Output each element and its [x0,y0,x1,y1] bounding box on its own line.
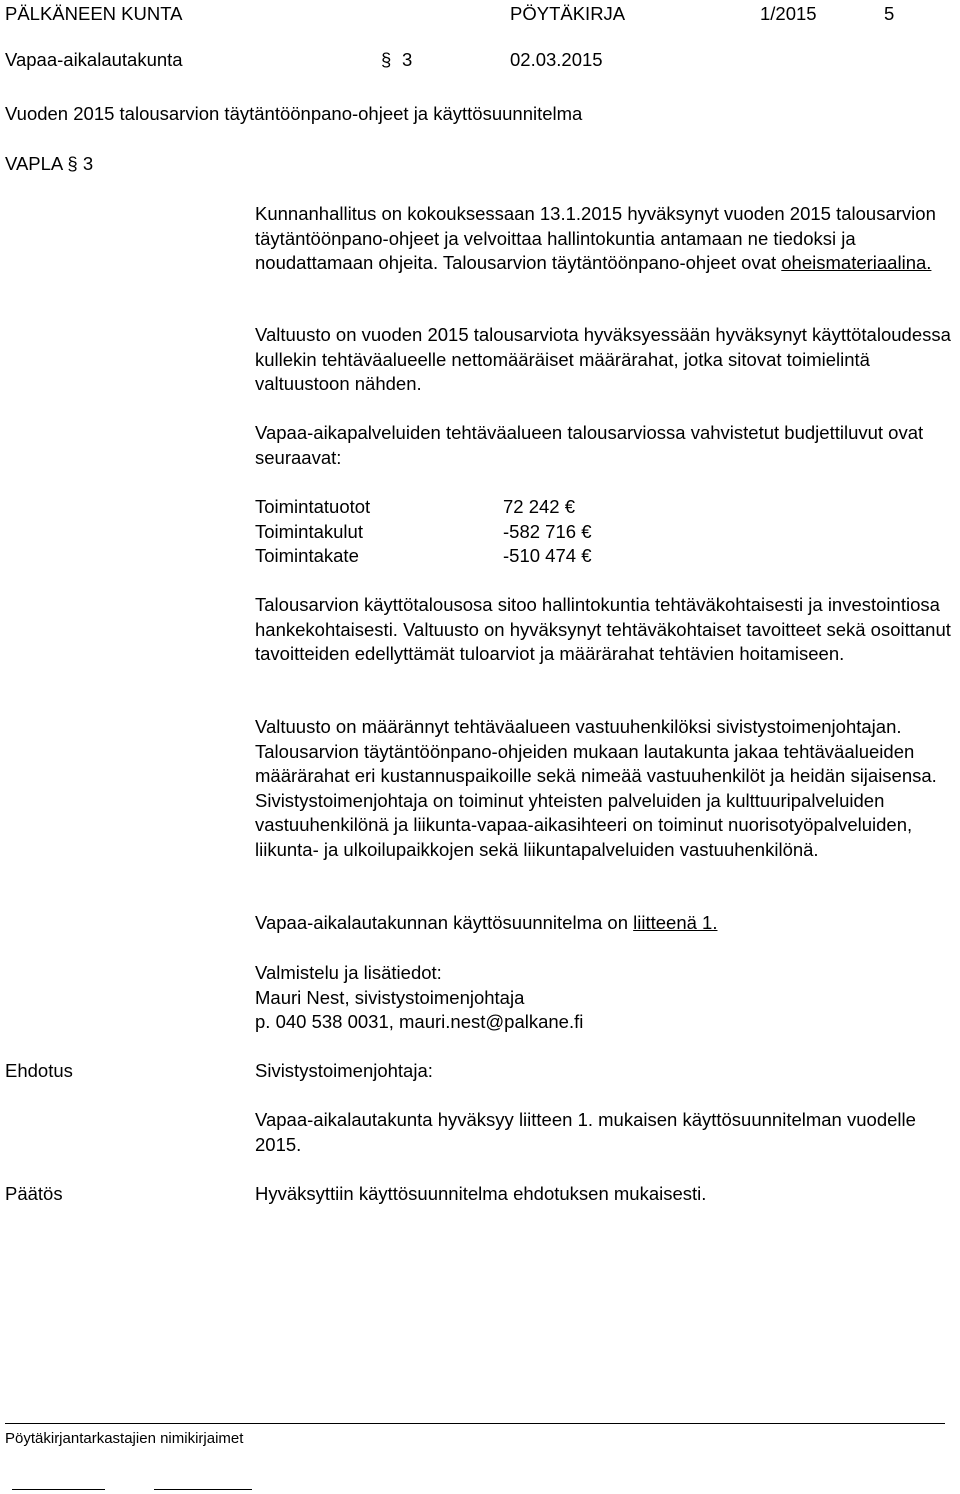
paragraph-4-text: Talousarvion käyttötalousosa sitoo hallintokuntia tehtäväkohtaisesti ja investointiosa hankekohtaisesti. Valtuusto on hyväksynyt tehtäväkohtaiset tavoitteet sekä osoittanut tavoitteiden edellyttämät tuloarviot ja määrärahat tehtävien hoitamiseen. [255,594,951,665]
euro-icon: € [581,521,592,542]
budget-row [255,495,575,520]
signature-line-2 [154,1489,252,1490]
paragraph-1 [255,202,955,276]
decision-text: Hyväksyttiin käyttösuunnitelma ehdotuksen mukaisesti. [255,1183,707,1204]
budget-row-value: 72 242 [503,496,560,517]
document-title: Vuoden 2015 talousarvion täytäntöönpano-ohjeet ja käyttösuunnitelma [5,103,583,124]
budget-row-value: -510 474 [503,545,577,566]
paragraph-6 [255,911,955,936]
contact-phone-email: p. 040 538 0031, mauri.nest@palkane.fi [255,1011,584,1033]
attachment-link-oheismateriaali[interactable]: oheismateriaalina. [781,252,932,274]
paragraph-4 [255,593,955,667]
municipality-name: PÄLKÄNEEN KUNTA [5,3,183,24]
reference-label: VAPLA [5,153,63,174]
paragraph-3 [255,421,955,470]
document-number: 1/2015 [760,3,817,24]
proposal-text: Vapaa-aikalautakunta hyväksyy liitteen 1. mukaisen käyttösuunnitelman vuodelle 2015. [255,1109,916,1155]
budget-row-value: -582 716 [503,521,577,542]
paragraph-2-text: Valtuusto on vuoden 2015 talousarviota hyväksyessään hyväksynyt käyttötaloudessa kullekin tehtäväalueelle nettomääräiset määrärahat, jotka sitovat toimielintä valtuustoon nähden. [255,324,951,395]
section-symbol: § [381,49,392,70]
euro-icon: € [564,496,576,517]
proposal-proposer: Sivistystoimenjohtaja: [255,1060,433,1081]
body-name: Vapaa-aikalautakunta [5,49,183,70]
signatures-label: Pöytäkirjantarkastajien nimikirjaimet [5,1430,244,1447]
reference-number: 3 [82,153,94,174]
paragraph-6-text: Vapaa-aikalautakunnan käyttösuunnitelma on [255,912,634,933]
budget-row-label: Toimintakate [255,545,359,566]
footer-divider [5,1423,945,1424]
paragraph-3-text: Vapaa-aikapalveluiden tehtäväalueen talousarviossa vahvistetut budjettiluvut ovat seuraavat: [255,422,924,468]
proposal-text-block [255,1108,955,1157]
budget-row [255,544,591,569]
budget-row-label: Toimintatuotot [255,496,371,517]
page-number: 5 [884,3,895,24]
document-type: PÖYTÄKIRJA [510,3,626,24]
decision-label: Päätös [5,1183,63,1204]
paragraph-5 [255,715,955,863]
section-number: 3 [402,49,413,70]
contact-heading: Valmistelu ja lisätiedot: [255,962,442,983]
proposal-label: Ehdotus [5,1060,73,1081]
budget-row [255,520,591,545]
paragraph-1-text: Kunnanhallitus on kokouksessaan 13.1.2015 hyväksynyt vuoden 2015 talousarvion täytäntöönpano-ohjeet ja velvoittaa hallintokuntia antamaan ne tiedoksi ja noudattamaan ohjeita. Talousarvion täytäntöönpano-ohjeet ovat [255,203,936,274]
paragraph-5-text: Valtuusto on määrännyt tehtäväalueen vastuuhenkilöksi sivistystoimenjohtajan. Talousarvion täytäntöönpano-ohjeiden mukaan lautakunta jakaa tehtäväalueiden määrärahat eri kustannuspaikoille sekä nimeää vastuuhenkilöt ja heidän sijaisensa. Sivistystoimenjohtaja on toiminut yhteisten palveluiden ja kulttuuripalveluiden vastuuhenkilönä ja liikunta-vapaa-aikasihteeri on toiminut nuorisotyöpalveluiden, liikunta- ja ulkoilupaikkojen sekä liikuntapalveluiden vastuuhenkilönä. [255,716,937,860]
contact-name: Mauri Nest, sivistystoimenjohtaja [255,986,525,1008]
reference-section-symbol: § [67,153,78,174]
budget-row-label: Toimintakulut [255,521,363,542]
meeting-date: 02.03.2015 [510,49,603,70]
reference [5,152,93,177]
contact-block [255,961,955,1035]
attachment-link-liite-1[interactable]: liitteenä 1. [633,912,718,933]
signature-line-1 [12,1489,105,1490]
euro-icon: € [581,545,592,566]
paragraph-2 [255,323,955,397]
